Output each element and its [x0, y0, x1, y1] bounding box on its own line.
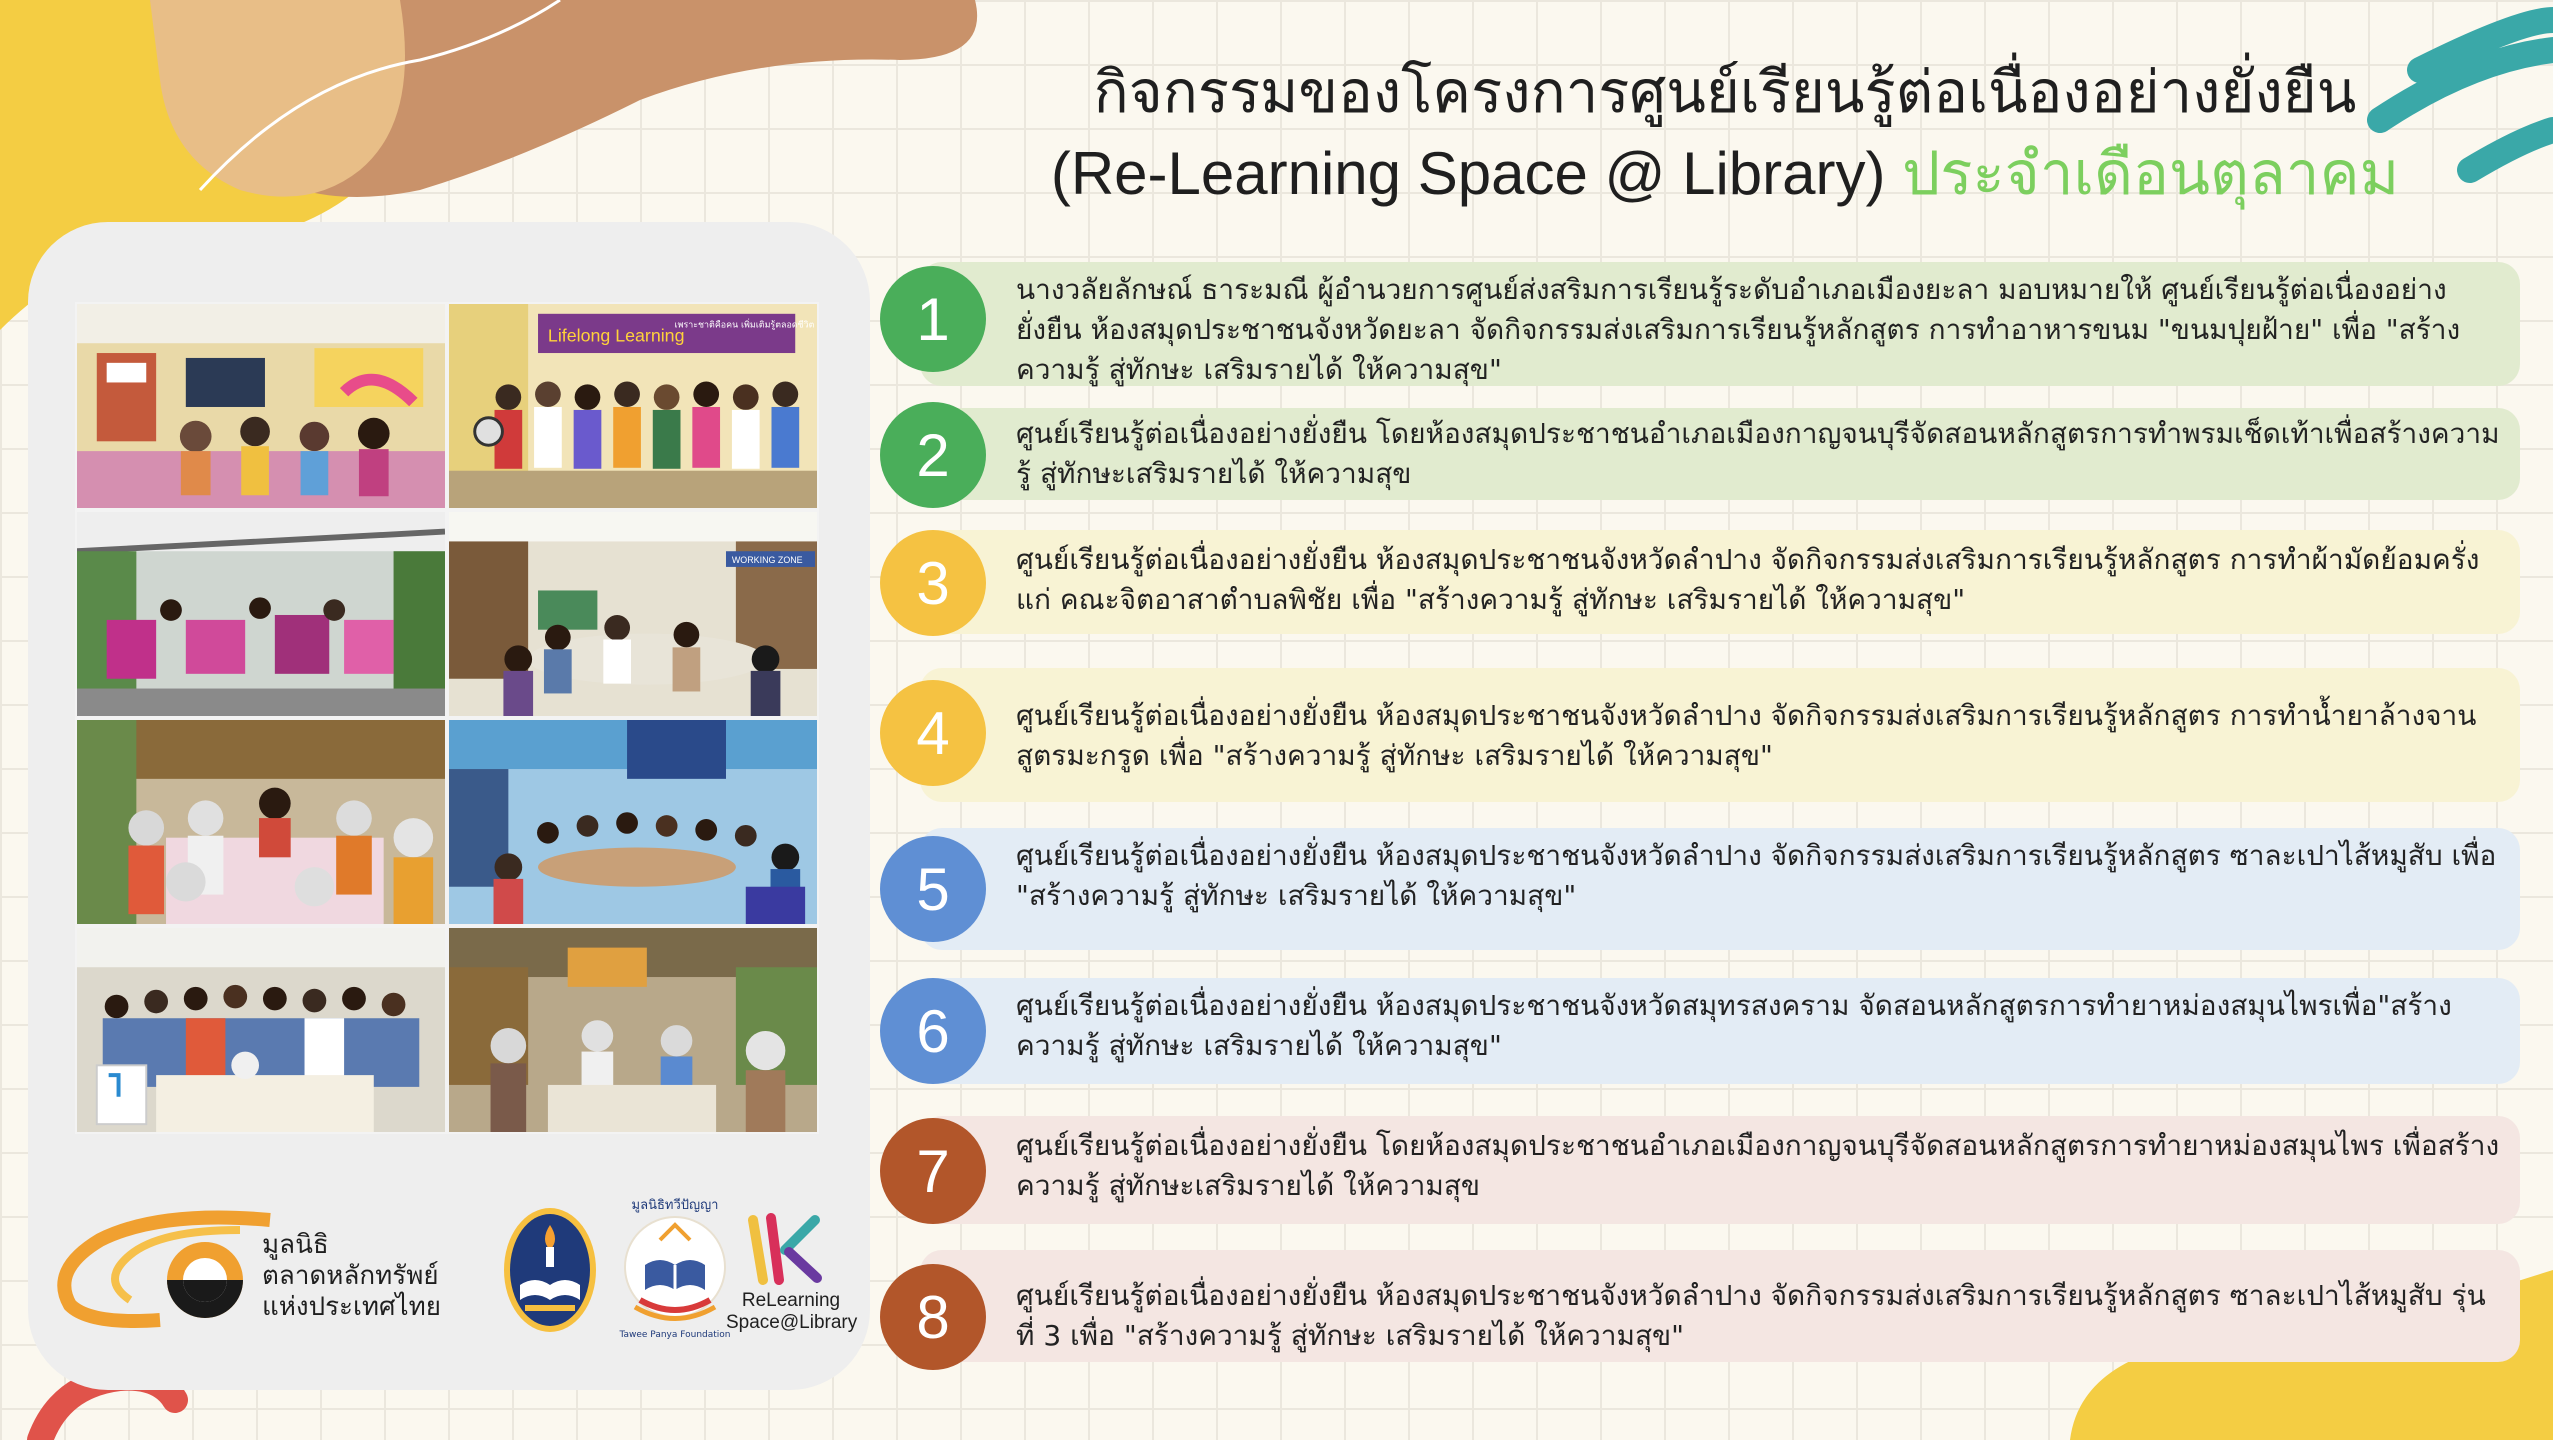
relearning-space-name — [726, 1290, 856, 1334]
activity-number-badge: 8 — [880, 1264, 986, 1370]
activity-description: ศูนย์เรียนรู้ต่อเนื่องอย่างยั่งยืน ห้องสมุดประชาชนจังหวัดสมุทรสงคราม จัดสอนหลักสูตรการทำยาหม่องสมุนไพรเพื่อ"สร้างความรู้ สู่ทักษะ เสริมรายได้ ให้ความสุข" — [1016, 989, 2452, 1062]
photo-collage — [75, 302, 819, 1134]
activity-number-badge: 5 — [880, 836, 986, 942]
activity-item-2 — [880, 408, 2520, 500]
relearning-space-logo — [745, 1210, 825, 1285]
activity-number-badge: 3 — [880, 530, 986, 636]
activity-description: ศูนย์เรียนรู้ต่อเนื่องอย่างยั่งยืน โดยห้องสมุดประชาชนอำเภอเมืองกาญจนบุรีจัดสอนหลักสูตรการทำพรมเช็ดเท้าเพื่อสร้างความรู้ สู่ทักษะเสริมรายได้ ให้ความสุข — [1016, 417, 2500, 490]
set-foundation-line-3: แห่งประเทศไทย — [262, 1292, 442, 1322]
relearning-line-1: ReLearning — [741, 1290, 841, 1311]
title-main: (Re-Learning Space @ Library) — [1050, 140, 1886, 207]
taweepanya-english-name: Tawee Panya Foundation — [619, 1330, 731, 1340]
banner-thai-text: เพราะชาติคือคน เพิ่มเติมรู้ตลอดชีวิต — [674, 320, 815, 331]
activity-number-badge: 1 — [880, 266, 986, 372]
taweepanya-thai-name: มูลนิธิทวีปัญญา — [631, 1198, 719, 1213]
title-month: ประจำเดือนตุลาคม — [1902, 139, 2400, 209]
activity-description: ศูนย์เรียนรู้ต่อเนื่องอย่างยั่งยืน ห้องสมุดประชาชนจังหวัดลำปาง จัดกิจกรรมส่งเสริมการเรียนรู้หลักสูตร ซาละเปาไส้หมูสับ รุ่นที่ 3 เพื่อ "สร้างความรู้ สู่ทักษะ เสริมรายได้ ให้ความสุข" — [1016, 1279, 2486, 1352]
page-title — [1000, 52, 2450, 216]
photo-lifelong-learning-group — [447, 302, 819, 510]
ministry-emblem-logo — [500, 1205, 600, 1335]
photo-tie-dye-fabric-display — [75, 510, 447, 718]
activity-number-badge: 7 — [880, 1118, 986, 1224]
photo-library-working-zone — [447, 510, 819, 718]
activity-description: ศูนย์เรียนรู้ต่อเนื่องอย่างยั่งยืน โดยห้องสมุดประชาชนอำเภอเมืองกาญจนบุรีจัดสอนหลักสูตรการทำยาหม่องสมุนไพร เพื่อสร้างความรู้ สู่ทักษะเสริมรายได้ ให้ความสุข — [1016, 1129, 2500, 1202]
taweepanya-foundation-logo — [615, 1195, 735, 1345]
activity-item-6 — [880, 978, 2520, 1084]
photo-classroom-yala — [75, 302, 447, 510]
activity-description: ศูนย์เรียนรู้ต่อเนื่องอย่างยั่งยืน ห้องสมุดประชาชนจังหวัดลำปาง จัดกิจกรรมส่งเสริมการเรียนรู้หลักสูตร การทำผ้ามัดย้อมครั่ง แก่ คณะจิตอาสาตำบลพิชัย เพื่อ "สร้างความรู้ สู่ทักษะ เสริมรายได้ ให้ความสุข" — [1016, 543, 2480, 616]
set-foundation-line-2: ตลาดหลักทรัพย์ — [262, 1261, 439, 1291]
relearning-line-2: Space@Library — [726, 1312, 858, 1333]
activity-item-5 — [880, 828, 2520, 950]
working-zone-sign: WORKING ZONE — [731, 555, 803, 565]
activity-number-badge: 6 — [880, 978, 986, 1084]
photo-group-portrait-table — [75, 926, 447, 1134]
activity-description: ศูนย์เรียนรู้ต่อเนื่องอย่างยั่งยืน ห้องสมุดประชาชนจังหวัดลำปาง จัดกิจกรรมส่งเสริมการเรียนรู้หลักสูตร ซาละเปาไส้หมูสับ เพื่อ "สร้างความรู้ สู่ทักษะ เสริมรายได้ ให้ความสุข" — [1016, 839, 2497, 912]
set-foundation-name — [262, 1230, 441, 1323]
activity-item-7 — [880, 1116, 2520, 1224]
activity-description: ศูนย์เรียนรู้ต่อเนื่องอย่างยั่งยืน ห้องสมุดประชาชนจังหวัดลำปาง จัดกิจกรรมส่งเสริมการเรียนรู้หลักสูตร การทำน้ำยาล้างจานสูตรมะกรูด เพื่อ "สร้างความรู้ สู่ทักษะ เสริมรายได้ ให้ความสุข" — [1016, 699, 2477, 772]
set-foundation-logo — [40, 1200, 280, 1330]
activity-item-4 — [880, 668, 2520, 802]
activity-number-badge: 2 — [880, 402, 986, 508]
photo-library-seated-group — [447, 718, 819, 926]
activity-item-3 — [880, 530, 2520, 634]
activity-number-badge: 4 — [880, 680, 986, 786]
title-line-2 — [1000, 132, 2450, 216]
activity-item-8 — [880, 1250, 2520, 1362]
photo-cooking-class-hairnets — [75, 718, 447, 926]
activity-item-1 — [880, 262, 2520, 386]
title-line-1: กิจกรรมของโครงการศูนย์เรียนรู้ต่อเนื่องอย่างยั่งยืน — [1093, 58, 2357, 126]
photo-elderly-workshop — [447, 926, 819, 1134]
banner-lifelong-text: Lifelong Learning — [547, 325, 685, 346]
sponsor-logos — [40, 1190, 860, 1350]
set-foundation-line-1: มูลนิธิ — [262, 1230, 329, 1260]
activity-description: นางวลัยลักษณ์ ธาระมณี ผู้อำนวยการศูนย์ส่งสริมการเรียนรู้ระดับอำเภอเมืองยะลา มอบหมายให้ ศูนย์เรียนรู้ต่อเนื่องอย่างยั่งยืน ห้องสมุดประชาชนจังหวัดยะลา จัดกิจกรรมส่งเสริมการเรียนรู้หลักสูตร การทำอาหารขนม "ขนมปุยฝ้าย" เพื่อ "สร้างความรู้ สู่ทักษะ เสริมรายได้ ให้ความสุข" — [1016, 273, 2461, 386]
